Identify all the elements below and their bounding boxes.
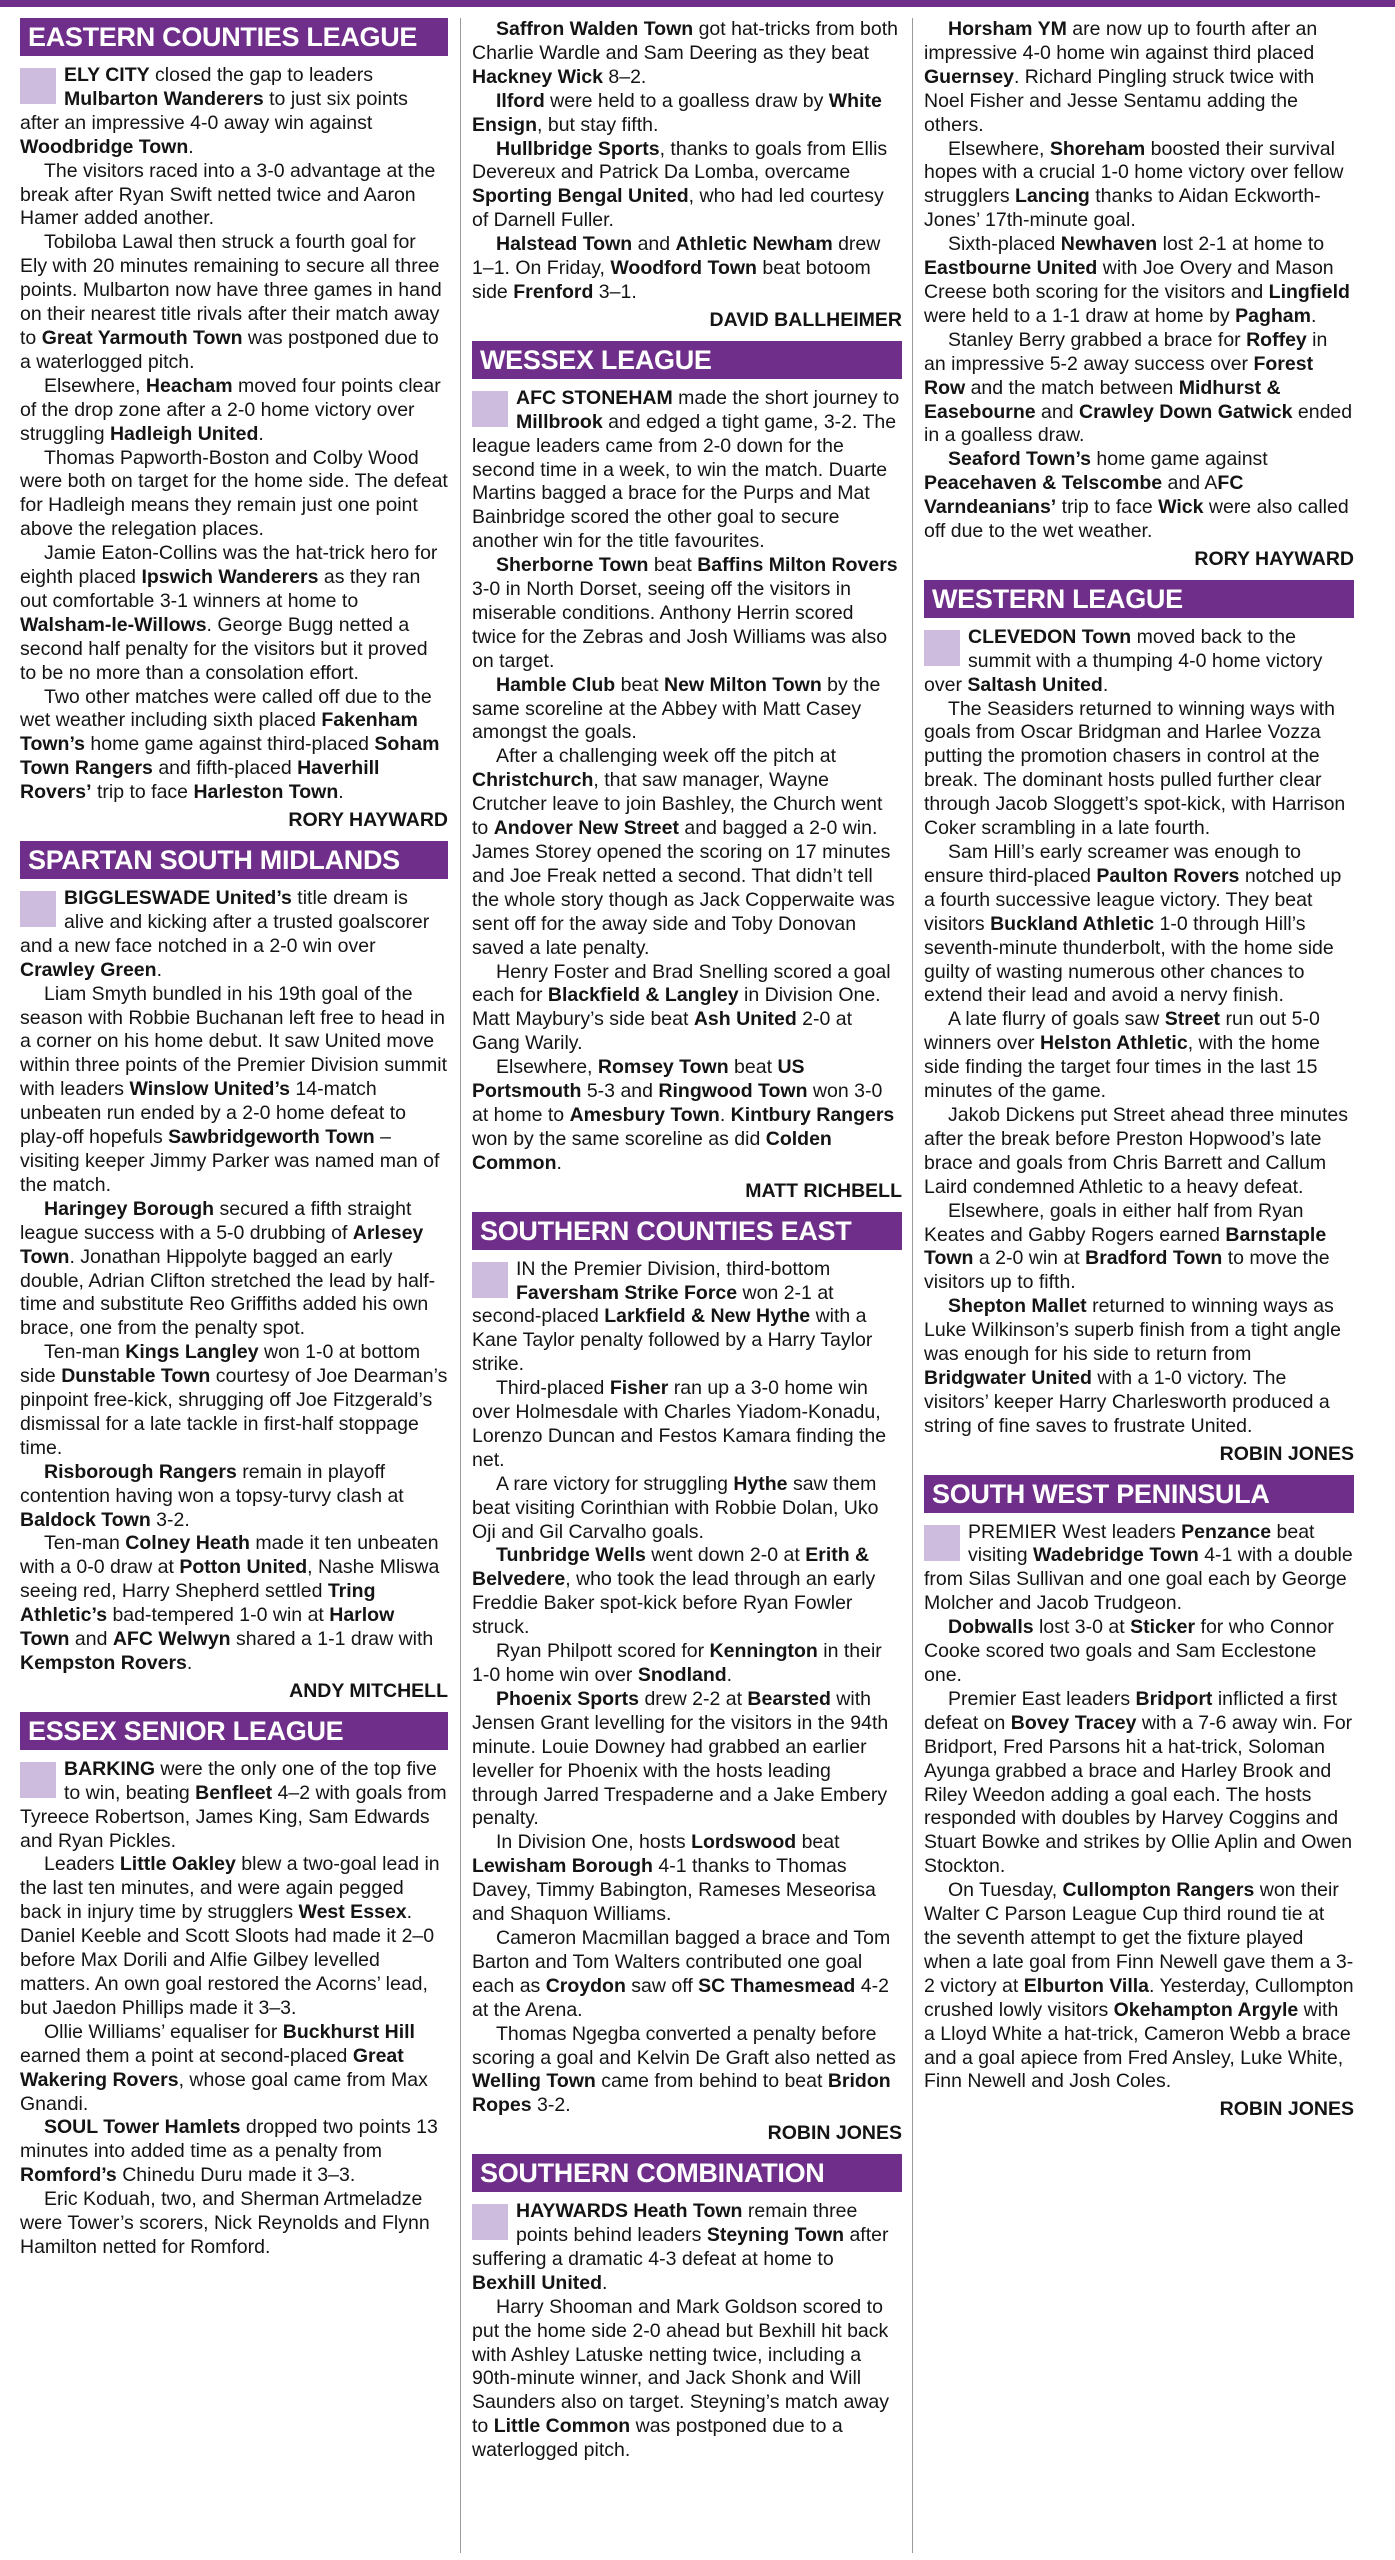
article-paragraph: Ollie Williams’ equaliser for Buckhurst Hill earned them a point at second-placed Great Wakering Rovers, whose goal came from Max Gnandi. [20,2020,428,2115]
article-paragraph: Sam Hill’s early screamer was enough to ensure third-placed Paulton Rovers notched up a fourth successive league victory. They beat visitors Buckland Athletic 1-0 through Hill’s seventh-minute thunderbolt, with the home side guilty of wasting numerous other chances to extend their lead and avoid a nervy finish. [924,841,1342,1007]
article-paragraph: After a challenging week off the pitch at Christchurch, that saw manager, Wayne Crutcher leave to join Bashley, the Church went to Andover New Street and bagged a 2-0 win. James Storey opened the scoring on 17 minutes and Joe Freak netted a second. That didn’t tell the whole story though as Jack Copperwaite was sent off for the away side and Toby Donovan saved a late penalty. [472,745,895,959]
section-eastern-counties [20,18,448,833]
article-paragraph: CLEVEDON Town moved back to the summit with a thumping 4-0 home victory over Saltash United. [924,625,1323,696]
article-paragraph: BARKING were the only one of the top five to win, beating Benfleet 4–2 with goals from Tyreece Robertson, James King, Sam Edwards and Ryan Pickles. [20,1757,447,1852]
dropcap-box [924,1525,960,1561]
article-paragraph: A rare victory for struggling Hythe saw them beat visiting Corinthian with Robbie Dolan, Uko Oji and Gil Carvalho goals. [472,1472,879,1543]
article-paragraph: Hullbridge Sports, thanks to goals from Ellis Devereux and Patrick Da Lomba, overcame Sporting Bengal United, who had led courtesy of Darnell Fuller. [472,137,888,232]
author-byline: MATT RICHBELL [745,1179,902,1202]
dropcap-box [472,2204,508,2240]
article-paragraph: Elsewhere, Romsey Town beat US Portsmouth 5-3 and Ringwood Town won 3-0 at home to Amesbury Town. Kintbury Rangers won by the same scoreline as did Colden Common. [472,1056,895,1174]
article-paragraph: Ilford were held to a goalless draw by White Ensign, but stay fifth. [472,89,882,136]
dropcap-box [924,630,960,666]
section-header: WESTERN LEAGUE [924,580,1354,618]
column-divider [460,18,461,2553]
dropcap-box [20,891,56,927]
article-paragraph: The Seasiders returned to winning ways with goals from Oscar Bridgman and Harlee Vozza putting the promotion chasers in control at the break. The dominant hosts pulled further clear through Jacob Sloggett’s spot-kick, with Harrison Coker scrambling in a late fourth. [924,697,1346,840]
article-paragraph: Risborough Rangers remain in playoff contention having won a topsy-turvy clash at Baldock Town 3-2. [20,1460,404,1531]
article-paragraph: Thomas Ngegba converted a penalty before scoring a goal and Kelvin De Graft also netted as Welling Town came from behind to beat Bridon Ropes 3-2. [472,2022,896,2117]
section-south-west-peninsula [924,1475,1354,2123]
author-byline: ROBIN JONES [1219,1442,1354,1465]
section-header: EASTERN COUNTIES LEAGUE [20,18,448,56]
article-paragraph: Elsewhere, Shoreham boosted their survival hopes with a crucial 1-0 home victory over fellow strugglers Lancing thanks to Aidan Eckworth-Jones’ 17th-minute goal. [924,137,1344,232]
article-paragraph: Ryan Philpott scored for Kennington in their 1-0 home win over Snodland. [472,1640,882,1686]
dropcap-box [20,1762,56,1798]
article-paragraph: Tunbridge Wells went down 2-0 at Erith & Belvedere, who took the lead through an early Freddie Baker spot-kick before Ryan Fowler struck. [472,1544,876,1639]
author-byline: ROBIN JONES [767,2122,902,2145]
author-byline: ROBIN JONES [1219,2098,1354,2121]
article-paragraph: ELY CITY closed the gap to leaders Mulbarton Wanderers to just six points after an impressive 4-0 away win against Woodbridge Town. [20,64,408,158]
section-southern-combination-continued [924,18,1354,572]
article-paragraph: Jakob Dickens put Street ahead three minutes after the break before Preston Hopwood’s late brace and goals from Chris Barrett and Callum Laird condemned Athletic to a heavy defeat. [924,1103,1348,1198]
article-paragraph: Henry Foster and Brad Snelling scored a goal each for Blackfield & Langley in Division One. Matt Maybury’s side beat Ash United 2-0 at Gang Warily. [472,960,891,1055]
article-paragraph: Horsham YM are now up to fourth after an impressive 4-0 home win against third placed Guernsey. Richard Pingling struck twice with Noel Fisher and Jesse Sentamu adding the others. [924,18,1318,136]
author-byline: DAVID BALLHEIMER [709,308,902,331]
article-paragraph: On Tuesday, Cullompton Rangers won their Walter C Parson League Cup third round tie at the seventh attempt to get the fixture played when a late goal from Finn Newell gave them a 3-2 victory at Elburton Villa. Yesterday, Cullompton crushed lowly visitors Okehampton Argyle with a Lloyd White a hat-trick, Cameron Webb a brace and a goal apiece from Fred Ansley, Luke White, Finn Newell and Josh Coles. [924,1879,1354,2093]
column-2 [472,18,902,2553]
article-paragraph: Premier East leaders Bridport inflicted a first defeat on Bovey Tracey with a 7-6 away win. For Bridport, Fred Parsons hit a hat-trick, Soloman Ayunga grabbed a brace and Harley Brook and Riley Weedon adding a goal each. The hosts responded with doubles by Harvey Coggins and Stuart Bowke and strikes by Ollie Aplin and Owen Stockton. [924,1687,1353,1878]
article-paragraph: Stanley Berry grabbed a brace for Roffey in an impressive 5-2 away success over Forest Row and the match between Midhurst & Easebourne and Crawley Down Gatwick ended in a goalless draw. [924,328,1353,447]
article-paragraph: Two other matches were called off due to the wet weather including sixth placed Fakenham Town’s home game against third-placed Soham Town Rangers and fifth-placed Haverhill Rovers’ trip to face Harleston Town. [20,685,440,804]
column-1 [20,18,448,2553]
section-header: SPARTAN SOUTH MIDLANDS [20,841,448,879]
article-paragraph: PREMIER West leaders Penzance beat visiting Wadebridge Town 4-1 with a double from Silas Sullivan and one goal each by George Molcher and Jacob Trudgeon. [924,1520,1353,1615]
article-paragraph: A late flurry of goals saw Street run out 5-0 winners over Helston Athletic, with the home side finding the target four times in the last 15 minutes of the game. [924,1008,1320,1103]
article-paragraph: Tobiloba Lawal then struck a fourth goal for Ely with 20 minutes remaining to secure all three points. Mulbarton now have three games in hand on their nearest title rivals after their match away to Great Yarmouth Town was postponed due to a waterlogged pitch. [20,231,442,373]
article-paragraph: Saffron Walden Town got hat-tricks from both Charlie Wardle and Sam Deering as they beat Hackney Wick 8–2. [472,18,898,88]
article-paragraph: Ten-man Kings Langley won 1-0 at bottom side Dunstable Town courtesy of Joe Dearman’s pinpoint free-kick, shrugging off Joe Fitzgerald’s dismissal for a late tackle in first-half stoppage time. [20,1341,448,1459]
section-header: SOUTHERN COUNTIES EAST [472,1212,902,1250]
section-header: SOUTH WEST PENINSULA [924,1475,1354,1513]
section-southern-counties-east [472,1212,902,2147]
top-accent-bar [0,0,1395,7]
article-paragraph: Jamie Eaton-Collins was the hat-trick hero for eighth placed Ipswich Wanderers as they ran out comfortable 3-1 winners at home to Walsham-le-Willows. George Bugg netted a second half penalty for the visitors but it proved to be no more than a consolation effort. [20,542,438,684]
article-paragraph: Thomas Papworth-Boston and Colby Wood were both on target for the home side. The defeat for Hadleigh means they remain just one point above the relegation places. [20,446,448,541]
article-paragraph: Eric Koduah, two, and Sherman Artmeladze were Tower’s scorers, Nick Reynolds and Flynn Hamilton netted for Romford. [20,2188,430,2258]
article-paragraph: Cameron Macmillan bagged a brace and Tom Barton and Tom Walters contributed one goal each as Croydon saw off SC Thamesmead 4-2 at the Arena. [472,1926,891,2021]
section-wessex-league [472,341,902,1204]
column-divider [912,18,913,2553]
section-essex-senior-league [20,1712,448,2260]
article-paragraph: Harry Shooman and Mark Goldson scored to put the home side 2-0 ahead but Bexhill hit back with Ashley Latuske netting twice, including a 90th-minute winner, and Jack Shonk and Will Saunders also on target. Steyning’s match away to Little Common was postponed due to a waterlogged pitch. [472,2295,889,2462]
article-paragraph: Phoenix Sports drew 2-2 at Bearsted with Jensen Grant levelling for the visitors in the 94th minute. Louie Downey had grabbed an earlier leveller for Phoenix with the hosts leading through Jarred Trespaderne and a Jake Embery penalty. [472,1687,889,1830]
article-paragraph: BIGGLESWADE United’s title dream is alive and kicking after a trusted goalscorer and a new face notched in a 2-0 win over Crawley Green. [20,887,430,981]
article-paragraph: Seaford Town’s home game against Peacehaven & Telscombe and AFC Varndeanians’ trip to face Wick were also called off due to the wet weather. [924,448,1349,543]
section-header: ESSEX SENIOR LEAGUE [20,1712,448,1750]
article-paragraph: The visitors raced into a 3-0 advantage at the break after Ryan Swift netted twice and Aaron Hamer added another. [20,159,436,230]
author-byline: ANDY MITCHELL [289,1679,448,1702]
article-paragraph: Halstead Town and Athletic Newham drew 1–1. On Friday, Woodford Town beat botoom side Frenford 3–1. [472,233,881,303]
author-byline: RORY HAYWARD [288,809,448,832]
section-spartan-south-midlands [20,841,448,1704]
dropcap-box [472,391,508,427]
article-paragraph: Shepton Mallet returned to winning ways as Luke Wilkinson’s superb finish from a tight angle was enough for his side to return from Bridgwater United with a 1-0 victory. The visitors’ keeper Harry Charlesworth produced a string of fine saves to frustrate United. [924,1295,1341,1437]
article-paragraph: Sixth-placed Newhaven lost 2-1 at home to Eastbourne United with Joe Overy and Mason Creese both scoring for the visitors and Lingfield were held to a 1-1 draw at home by Pagham. [924,233,1350,327]
article-paragraph: Ten-man Colney Heath made it ten unbeaten with a 0-0 draw at Potton United, Nashe Mliswa seeing red, Harry Shepherd settled Tring Athletic’s bad-tempered 1-0 win at Harlow Town and AFC Welwyn shared a 1-1 draw with Kempston Rovers. [20,1532,440,1674]
article-paragraph: HAYWARDS Heath Town remain three points behind leaders Steyning Town after suffering a dramatic 4-3 defeat at home to Bexhill United. [472,2200,889,2294]
article-paragraph: Third-placed Fisher ran up a 3-0 home win over Holmesdale with Charles Yiadom-Konadu, Lorenzo Duncan and Festos Kamara finding the net. [472,1377,887,1471]
article-paragraph: Elsewhere, Heacham moved four points clear of the drop zone after a 2-0 home victory over struggling Hadleigh United. [20,374,441,445]
article-paragraph: Haringey Borough secured a fifth straight league success with a 5-0 drubbing of Arlesey Town. Jonathan Hippolyte bagged an early double, Adrian Clifton stretched the lead by half-time and substitute Reo Griffiths added his own brace, one from the penalty spot. [20,1197,436,1340]
section-header: WESSEX LEAGUE [472,341,902,379]
dropcap-box [20,68,56,104]
dropcap-box [472,1262,508,1298]
article-paragraph: Liam Smyth bundled in his 19th goal of the season with Robbie Buchanan left free to head in a corner on his home debut. It saw United move within three points of the Premier Division summit with leaders Winslow United’s 14-match unbeaten run ended by a 2-0 home defeat to play-off hopefuls Sawbridgeworth Town – visiting keeper Jimmy Parker was named man of the match. [20,982,447,1196]
article-paragraph: Dobwalls lost 3-0 at Sticker for who Connor Cooke scored two goals and Sam Ecclestone one. [924,1616,1334,1686]
article-paragraph: Leaders Little Oakley blew a two-goal lead in the last ten minutes, and were again pegged back in injury time by strugglers West Essex. Daniel Keeble and Scott Sloots had made it 2–0 before Max Dorili and Alfie Gilbey levelled matters. An own goal restored the Acorns’ lead, but Jaedon Phillips made it 3–3. [20,1853,440,2019]
column-3 [924,18,1354,2553]
author-byline: RORY HAYWARD [1194,547,1354,570]
article-paragraph: IN the Premier Division, third-bottom Faversham Strike Force won 2-1 at second-placed Larkfield & New Hythe with a Kane Taylor penalty followed by a Harry Taylor strike. [472,1257,873,1376]
section-western-league [924,580,1354,1467]
section-essex-continued [472,18,902,333]
article-paragraph: SOUL Tower Hamlets dropped two points 13 minutes into added time as a penalty from Romford’s Chinedu Duru made it 3–3. [20,2116,438,2187]
section-header: SOUTHERN COMBINATION [472,2154,902,2192]
article-paragraph: AFC STONEHAM made the short journey to Millbrook and edged a tight game, 3-2. The league leaders came from 2-0 down for the second time in a week, to win the match. Duarte Martins bagged a brace for the Purps and Mat Bainbridge scored the other goal to secure another win for the title favourites. [472,386,900,553]
section-southern-combination [472,2154,902,2463]
article-paragraph: Sherborne Town beat Baffins Milton Rovers 3-0 in North Dorset, seeing off the visitors in miserable conditions. Anthony Herrin scored twice for the Zebras and Josh Williams was also on target. [472,554,898,672]
article-paragraph: In Division One, hosts Lordswood beat Lewisham Borough 4-1 thanks to Thomas Davey, Timmy Babington, Rameses Meseorisa and Shaquon Williams. [472,1831,876,1926]
article-paragraph: Hamble Club beat New Milton Town by the same scoreline at the Abbey with Matt Casey amongst the goals. [472,673,881,744]
article-paragraph: Elsewhere, goals in either half from Ryan Keates and Gabby Rogers earned Barnstaple Town a 2-0 win at Bradford Town to move the visitors up to fifth. [924,1199,1330,1294]
